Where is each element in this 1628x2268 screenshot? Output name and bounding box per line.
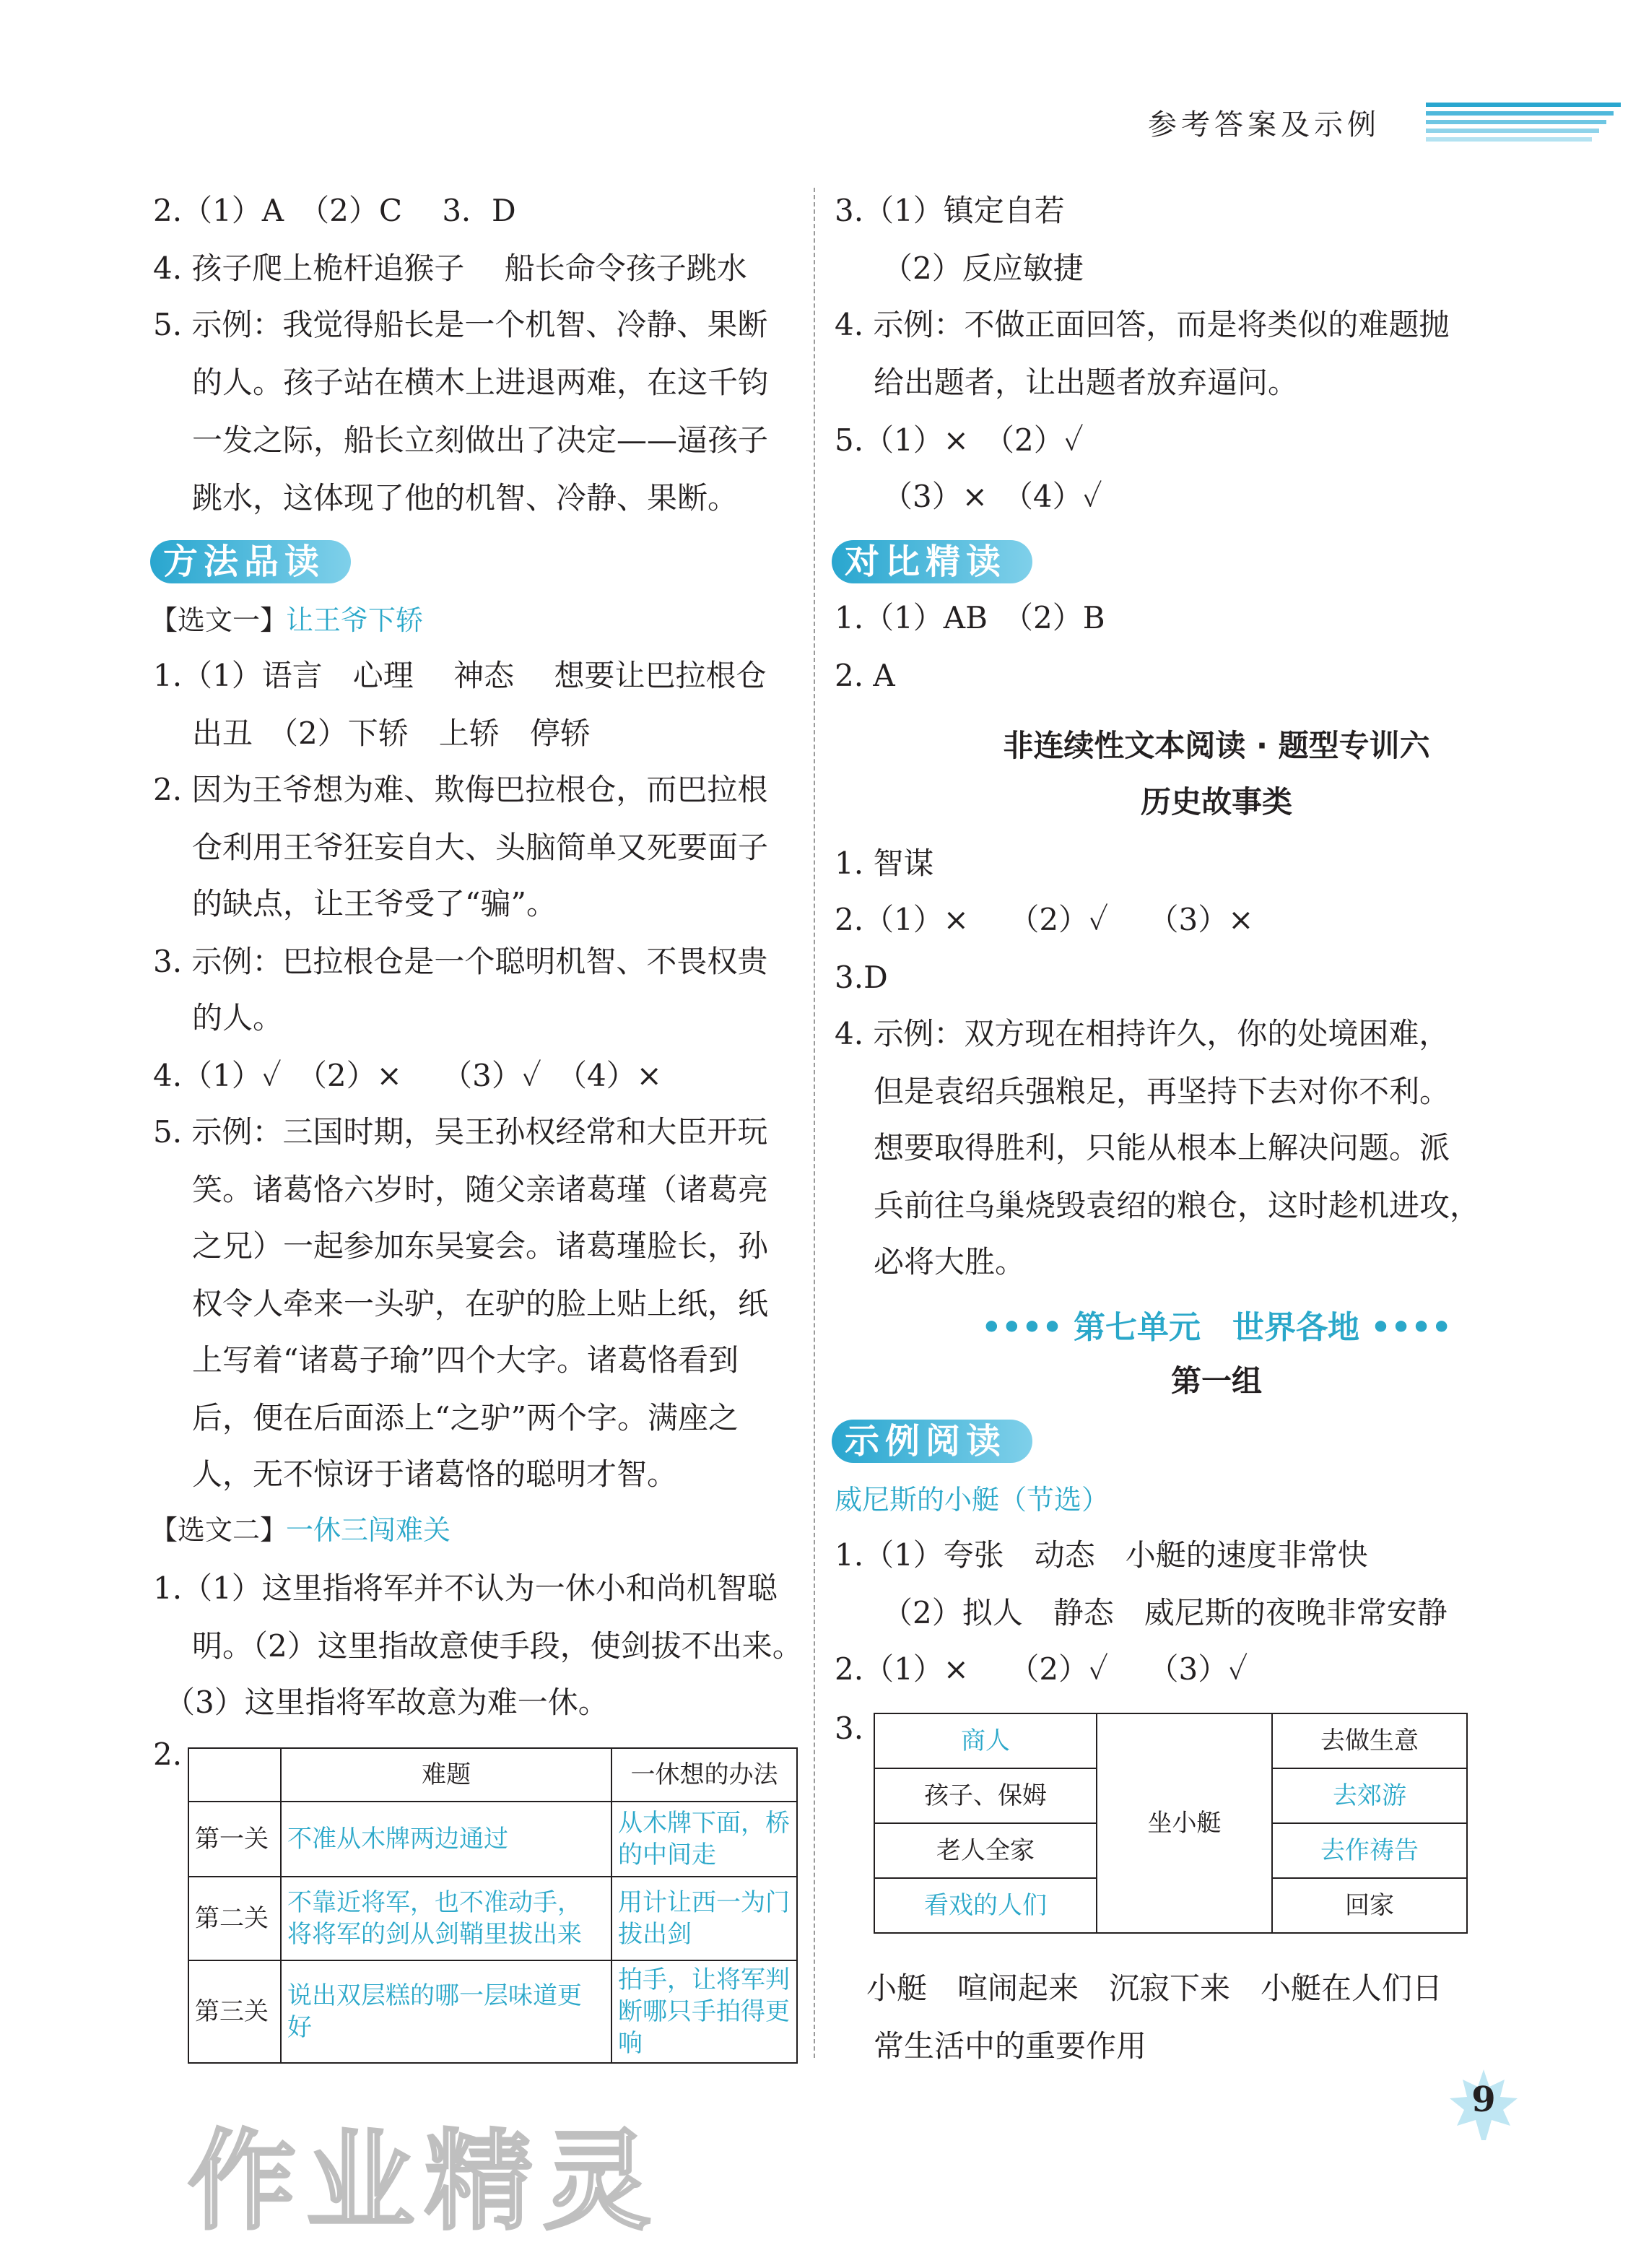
answer-line: （2）拟人 静态 威尼斯的夜晚非常安静	[882, 1595, 1448, 1630]
table-number: 2.	[153, 1737, 183, 1772]
answer-line: （3）× （4）✓	[882, 479, 1102, 514]
page-number: 9	[1471, 2080, 1496, 2120]
answer-line: 的缺点，让王爷受了“骗”。	[192, 886, 557, 921]
table-cell: 第一关	[188, 1802, 281, 1877]
selection-title: 让王爷下轿	[286, 604, 424, 636]
answer-line: 人，无不惊讶于诸葛恪的聪明才智。	[192, 1456, 678, 1492]
table-cell: 回家	[1272, 1878, 1467, 1933]
answer-line: 4. 示例：双方现在相持许久，你的处境困难，	[835, 1016, 1450, 1051]
table-cell: 第二关	[188, 1877, 281, 1960]
answer-line: 出丑 （2）下轿 上轿 停轿	[192, 716, 591, 751]
answer-line: 2. 因为王爷想为难、欺侮巴拉根仓，而巴拉根	[153, 772, 768, 807]
table-cell: 不靠近将军，也不准动手，将将军的剑从剑鞘里拔出来	[281, 1877, 611, 1960]
table-cell: 说出双层糕的哪一层味道更好	[281, 1960, 611, 2063]
table-cell: 去郊游	[1272, 1768, 1467, 1823]
answer-line: 1.（1）这里指将军并不认为一休小和尚机智聪	[153, 1570, 778, 1606]
column-divider	[814, 188, 815, 2058]
answer-line: 一发之际，船长立刻做出了决定——逼孩子	[192, 422, 769, 458]
table-cell: 第三关	[188, 1960, 281, 2063]
answer-line: 必将大胜。	[874, 1244, 1026, 1279]
answer-line: 1.（1）AB （2）B	[835, 600, 1105, 635]
answer-line: （2）反应敏捷	[882, 251, 1084, 286]
table-header-cell	[188, 1748, 281, 1802]
answer-line: 3.D	[835, 960, 888, 995]
answer-line: 5.（1）× （2）✓	[835, 422, 1084, 458]
answer-line: 的人。	[192, 1000, 284, 1035]
answer-line: 2.（1）× （2）✓ （3）✓	[835, 1651, 1248, 1687]
answer-line: 跳水，这体现了他的机智、冷静、果断。	[192, 480, 739, 516]
answer-line: 想要取得胜利，只能从根本上解决问题。派	[874, 1130, 1450, 1165]
answer-line: 的人。孩子站在横木上进退两难，在这千钧	[192, 365, 769, 400]
table-cell: 从木牌下面，桥的中间走	[611, 1802, 797, 1877]
passage-title: 威尼斯的小艇（节选）	[835, 1484, 1110, 1516]
table-header-cell: 难题	[281, 1748, 611, 1802]
table-cell: 不准从木牌两边通过	[281, 1802, 611, 1877]
answer-line: 给出题者，让出题者放弃逼问。	[874, 365, 1299, 400]
yixiu-table	[188, 1747, 798, 2064]
special-training-subtitle: 历史故事类	[1140, 784, 1292, 820]
table-row	[188, 1802, 797, 1877]
answer-line: 1.（1）语言 心理 神态 想要让巴拉根仓	[153, 658, 767, 693]
answer-line: 5. 示例：我觉得船长是一个机智、冷静、果断	[153, 307, 768, 342]
table-row	[188, 1877, 797, 1960]
table-cell: 用计让西一为门拔出剑	[611, 1877, 797, 1960]
section-heading-example: 示例阅读	[845, 1421, 1007, 1461]
answer-line: 4. 示例：不做正面回答，而是将类似的难题抛	[835, 307, 1450, 342]
table-cell: 拍手，让将军判断哪只手拍得更响	[611, 1960, 797, 2063]
answer-line: 2.（1）A （2）C 3．D	[153, 193, 516, 228]
answer-line: 5. 示例：三国时期，吴王孙权经常和大臣开玩	[153, 1114, 768, 1150]
answer-line: 4.（1）✓ （2）× （3）✓ （4）×	[153, 1058, 662, 1093]
unit-title: •••• 第七单元 世界各地 ••••	[981, 1309, 1452, 1346]
watermark-text: 作业精灵	[188, 2119, 662, 2245]
selection-label: 【选文一】	[150, 604, 288, 636]
answer-line: 笑。诸葛恪六岁时，随父亲诸葛瑾（诸葛亮	[192, 1172, 769, 1207]
answer-line: 3.（1）镇定自若	[835, 193, 1065, 228]
answer-line: 兵前往乌巢烧毁袁绍的粮仓，这时趁机进攻，	[874, 1188, 1481, 1223]
answer-line: 之兄）一起参加东吴宴会。诸葛瑾脸长，孙	[192, 1228, 769, 1264]
table-cell: 去作祷告	[1272, 1823, 1467, 1878]
answer-line: 2.（1）× （2）✓ （3）×	[835, 902, 1254, 937]
page-number-badge	[1444, 2065, 1523, 2145]
answer-line: 常生活中的重要作用	[874, 2028, 1147, 2064]
answer-line: 明。（2）这里指故意使手段，使剑拔不出来。	[192, 1628, 803, 1664]
table-cell: 去做生意	[1272, 1713, 1467, 1768]
answer-line: 3. 示例：巴拉根仓是一个聪明机智、不畏权贵	[153, 944, 768, 979]
boat-table	[874, 1713, 1468, 1934]
selection-label: 【选文二】	[150, 1514, 288, 1546]
answer-line: 1.（1）夸张 动态 小艇的速度非常快	[835, 1537, 1368, 1573]
header-stripes	[1426, 103, 1628, 143]
answer-line: 2. A	[835, 658, 895, 693]
table-cell: 商人	[874, 1713, 1097, 1768]
table-cell: 老人全家	[874, 1823, 1097, 1878]
answer-line: 1. 智谋	[835, 846, 934, 881]
section-heading-method: 方法品读	[163, 542, 326, 582]
table-header-cell: 一休想的办法	[611, 1748, 797, 1802]
answer-line: 后，便在后面添上“之驴”两个字。满座之	[192, 1400, 739, 1435]
selection-title: 一休三闯难关	[286, 1514, 451, 1546]
special-training-title: 非连续性文本阅读 · 题型专训六	[1003, 728, 1430, 763]
table-cell: 孩子、保姆	[874, 1768, 1097, 1823]
table-row	[874, 1713, 1467, 1768]
table-cell: 看戏的人们	[874, 1878, 1097, 1933]
header-title: 参考答案及示例	[1148, 108, 1380, 142]
answer-line: 仓利用王爷狂妄自大、头脑简单又死要面子	[192, 830, 769, 865]
answer-line: （3）这里指将军故意为难一休。	[165, 1685, 609, 1720]
answer-line: 但是袁绍兵强粮足，再坚持下去对你不利。	[874, 1074, 1450, 1109]
group-title: 第一组	[1170, 1363, 1262, 1399]
section-heading-compare: 对比精读	[845, 542, 1007, 582]
answer-line: 权令人牵来一头驴，在驴的脸上贴上纸，纸	[192, 1286, 769, 1321]
answer-line: 小艇 喧闹起来 沉寂下来 小艇在人们日	[866, 1971, 1443, 2006]
answer-line: 4. 孩子爬上桅杆追猴子 船长命令孩子跳水	[153, 251, 747, 286]
table-number: 3.	[835, 1711, 864, 1746]
table-row	[188, 1960, 797, 2063]
table-cell-merged: 坐小艇	[1097, 1713, 1272, 1933]
answer-line: 上写着“诸葛子瑜”四个大字。诸葛恪看到	[192, 1342, 739, 1378]
